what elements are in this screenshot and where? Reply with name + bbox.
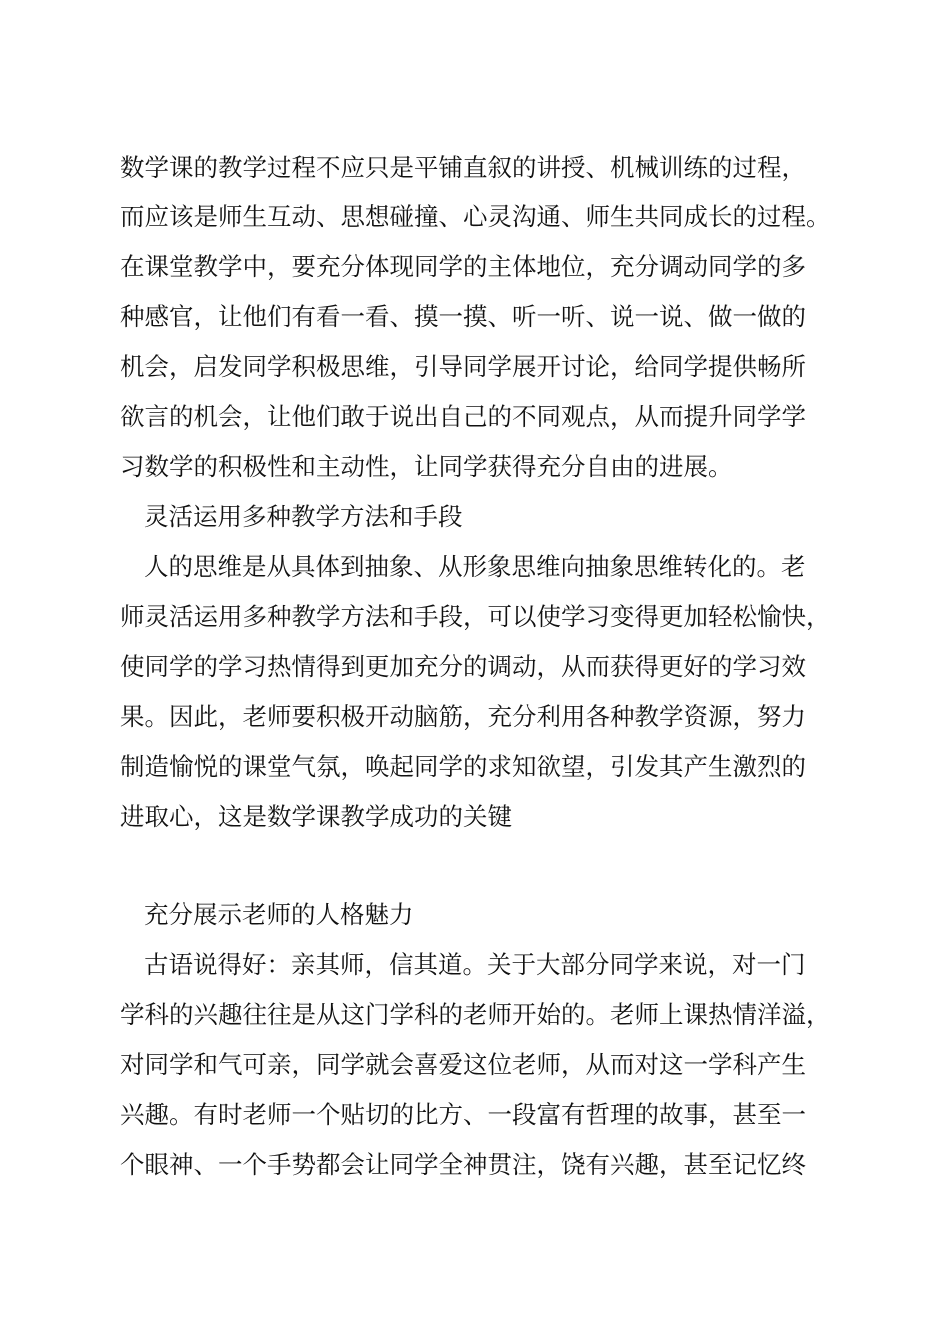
paragraph-1-line-7: 习数学的积极性和主动性，让同学获得充分自由的进展。 — [120, 452, 733, 481]
paragraph-3-line-3: 对同学和气可亲，同学就会喜爱这位老师，从而对这一学科产生 — [120, 1050, 806, 1079]
paragraph-3-line-5: 个眼神、一个手势都会让同学全神贯注，饶有兴趣，甚至记忆终 — [120, 1150, 806, 1179]
paragraph-2-line-1: 人的思维是从具体到抽象、从形象思维向抽象思维转化的。老 — [144, 552, 806, 581]
paragraph-2-line-2: 师灵活运用多种教学方法和手段，可以使学习变得更加轻松愉快， — [120, 602, 831, 631]
paragraph-2-line-5: 制造愉悦的课堂气氛，唤起同学的求知欲望，引发其产生激烈的 — [120, 752, 806, 781]
paragraph-3-line-4: 兴趣。有时老师一个贴切的比方、一段富有哲理的故事，甚至一 — [120, 1100, 806, 1129]
paragraph-2-line-6: 进取心，这是数学课教学成功的关键 — [120, 802, 512, 831]
paragraph-1-line-1: 数学课的教学过程不应只是平铺直叙的讲授、机械训练的过程， — [120, 153, 806, 182]
paragraph-2-line-4: 果。因此，老师要积极开动脑筋，充分利用各种教学资源，努力 — [120, 702, 806, 731]
paragraph-1-line-4: 种感官，让他们有看一看、摸一摸、听一听、说一说、做一做的 — [120, 302, 806, 331]
paragraph-3-line-2: 学科的兴趣往往是从这门学科的老师开始的。老师上课热情洋溢， — [120, 1000, 831, 1029]
paragraph-1-line-3: 在课堂教学中，要充分体现同学的主体地位，充分调动同学的多 — [120, 252, 806, 281]
paragraph-1-line-2: 而应该是师生互动、思想碰撞、心灵沟通、师生共同成长的过程。 — [120, 202, 831, 231]
paragraph-1-line-5: 机会，启发同学积极思维，引导同学展开讨论，给同学提供畅所 — [120, 352, 806, 381]
paragraph-2-line-3: 使同学的学习热情得到更加充分的调动，从而获得更好的学习效 — [120, 652, 806, 681]
paragraph-1-line-6: 欲言的机会，让他们敢于说出自己的不同观点，从而提升同学学 — [120, 402, 806, 431]
section-heading-teaching-methods: 灵活运用多种教学方法和手段 — [144, 502, 463, 531]
paragraph-3-line-1: 古语说得好：亲其师，信其道。关于大部分同学来说，对一门 — [144, 950, 806, 979]
section-heading-teacher-charisma: 充分展示老师的人格魅力 — [144, 900, 414, 929]
